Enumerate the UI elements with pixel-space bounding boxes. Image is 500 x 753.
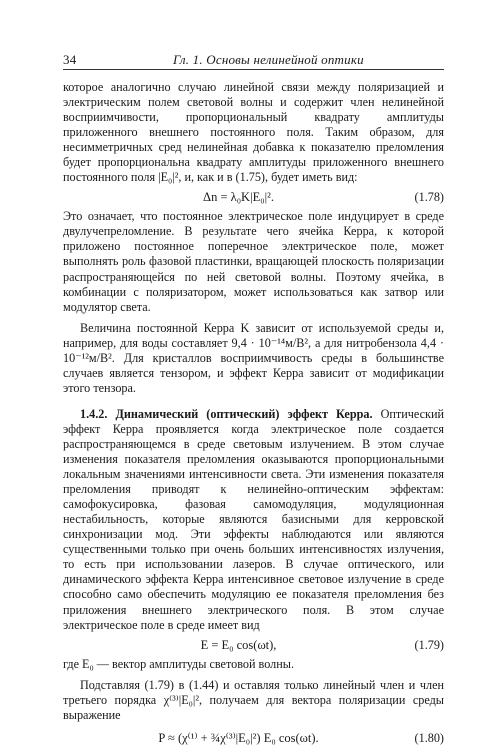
paragraph-birefringence: Это означает, что постоянное электрическое поле индуцирует в среде двулучепреломление. В результате чего ячейка Керра, к которой приложено постоянное поперечное электрическое поле, может выполнять роль фазовой пластинки, вращающей плоскость поляризации распространяющейся по ней световой волны. Поэтому ячейка, в комбинации с поляризатором, может использоваться как затвор или модулятор света. (63, 209, 444, 314)
page-body (63, 80, 444, 753)
equation-1-78-number: (1.78) (414, 190, 444, 205)
paragraph-amplitude-definition: где E₀ — вектор амплитуды световой волны. (63, 656, 294, 671)
equation-1-79 (63, 633, 444, 657)
header-rule (63, 69, 444, 70)
section-number: 1.4.2. (80, 406, 108, 421)
equation-1-80-formula: P ≈ (χ⁽¹⁾ + ¾χ⁽³⁾|E₀|²) E₀ cos(ωt). (158, 730, 319, 745)
paragraph-kerr-constant: Величина постоянной Керра K зависит от используемой среды и, например, для воды составляет 9,4 · 10⁻¹⁴м/В², а для нитробензола 4,4 · 10⁻¹²м/В². Для кристаллов восприимчивость среды в большинстве случаев является тензором, и эффект Керра зависит от модификации этого тензора. (63, 320, 444, 395)
section-title: Динамический (оптический) эффект Керра. (115, 406, 373, 421)
equation-1-78 (63, 185, 444, 209)
equation-1-78-formula: Δn = λ₀K|E₀|². (203, 190, 274, 205)
paragraph-substitution: Подставляя (1.79) в (1.44) и оставляя только линейный член и член третьего порядка χ⁽³⁾|E₀|², получаем для вектора поляризации среды выражение (63, 677, 444, 722)
equation-1-80 (63, 723, 444, 753)
section-text: Оптический эффект Керра проявляется когда электрическое поле создается распространяющемся в среде световым излучением. В этом случае изменения показателя преломления оказываются пропорциональными локальным значениями интенсивности света. Эти изменения показателя преломления приводят к нелинейно-оптическим эффектам: самофокусировка, фазовая самомодуляция, модуляционная нестабильность, которые являются базисными для керровской синхронизации мод. Эти эффекты наблюдаются или являются существенными только при очень больших интенсивностях излучения, то есть при использовании лазеров. В случае оптического, или динамического эффекта Керра интенсивное световое излучение в среде способно само обеспечить модуляцию ее показателя преломления без приложения внешнего электрического поля. В этом случае электрическое поле в среде имеет вид (63, 406, 444, 632)
section-1-4-2 (63, 407, 444, 633)
running-header (63, 52, 444, 68)
paragraph-continuation: которое аналогично случаю линейной связи между поляризацией и электрическим полем световой волны и содержит член нелинейной восприимчивости, пропорциональный квадрату амплитуды приложенного внешнего постоянного поля. Таким образом, для несимметричных сред нелинейная добавка к показателю преломления будет пропорциональна квадрату амплитуды приложенного внешнего постоянного поля |E₀|², и, как и в (1.75), будет иметь вид: (63, 80, 444, 185)
equation-1-80-number: (1.80) (414, 730, 444, 745)
running-title: Гл. 1. Основы нелинейной оптики (173, 52, 364, 67)
page-number: 34 (63, 52, 77, 67)
equation-1-79-formula: E = E₀ cos(ωt), (200, 637, 277, 652)
equation-1-79-number: (1.79) (414, 637, 444, 652)
